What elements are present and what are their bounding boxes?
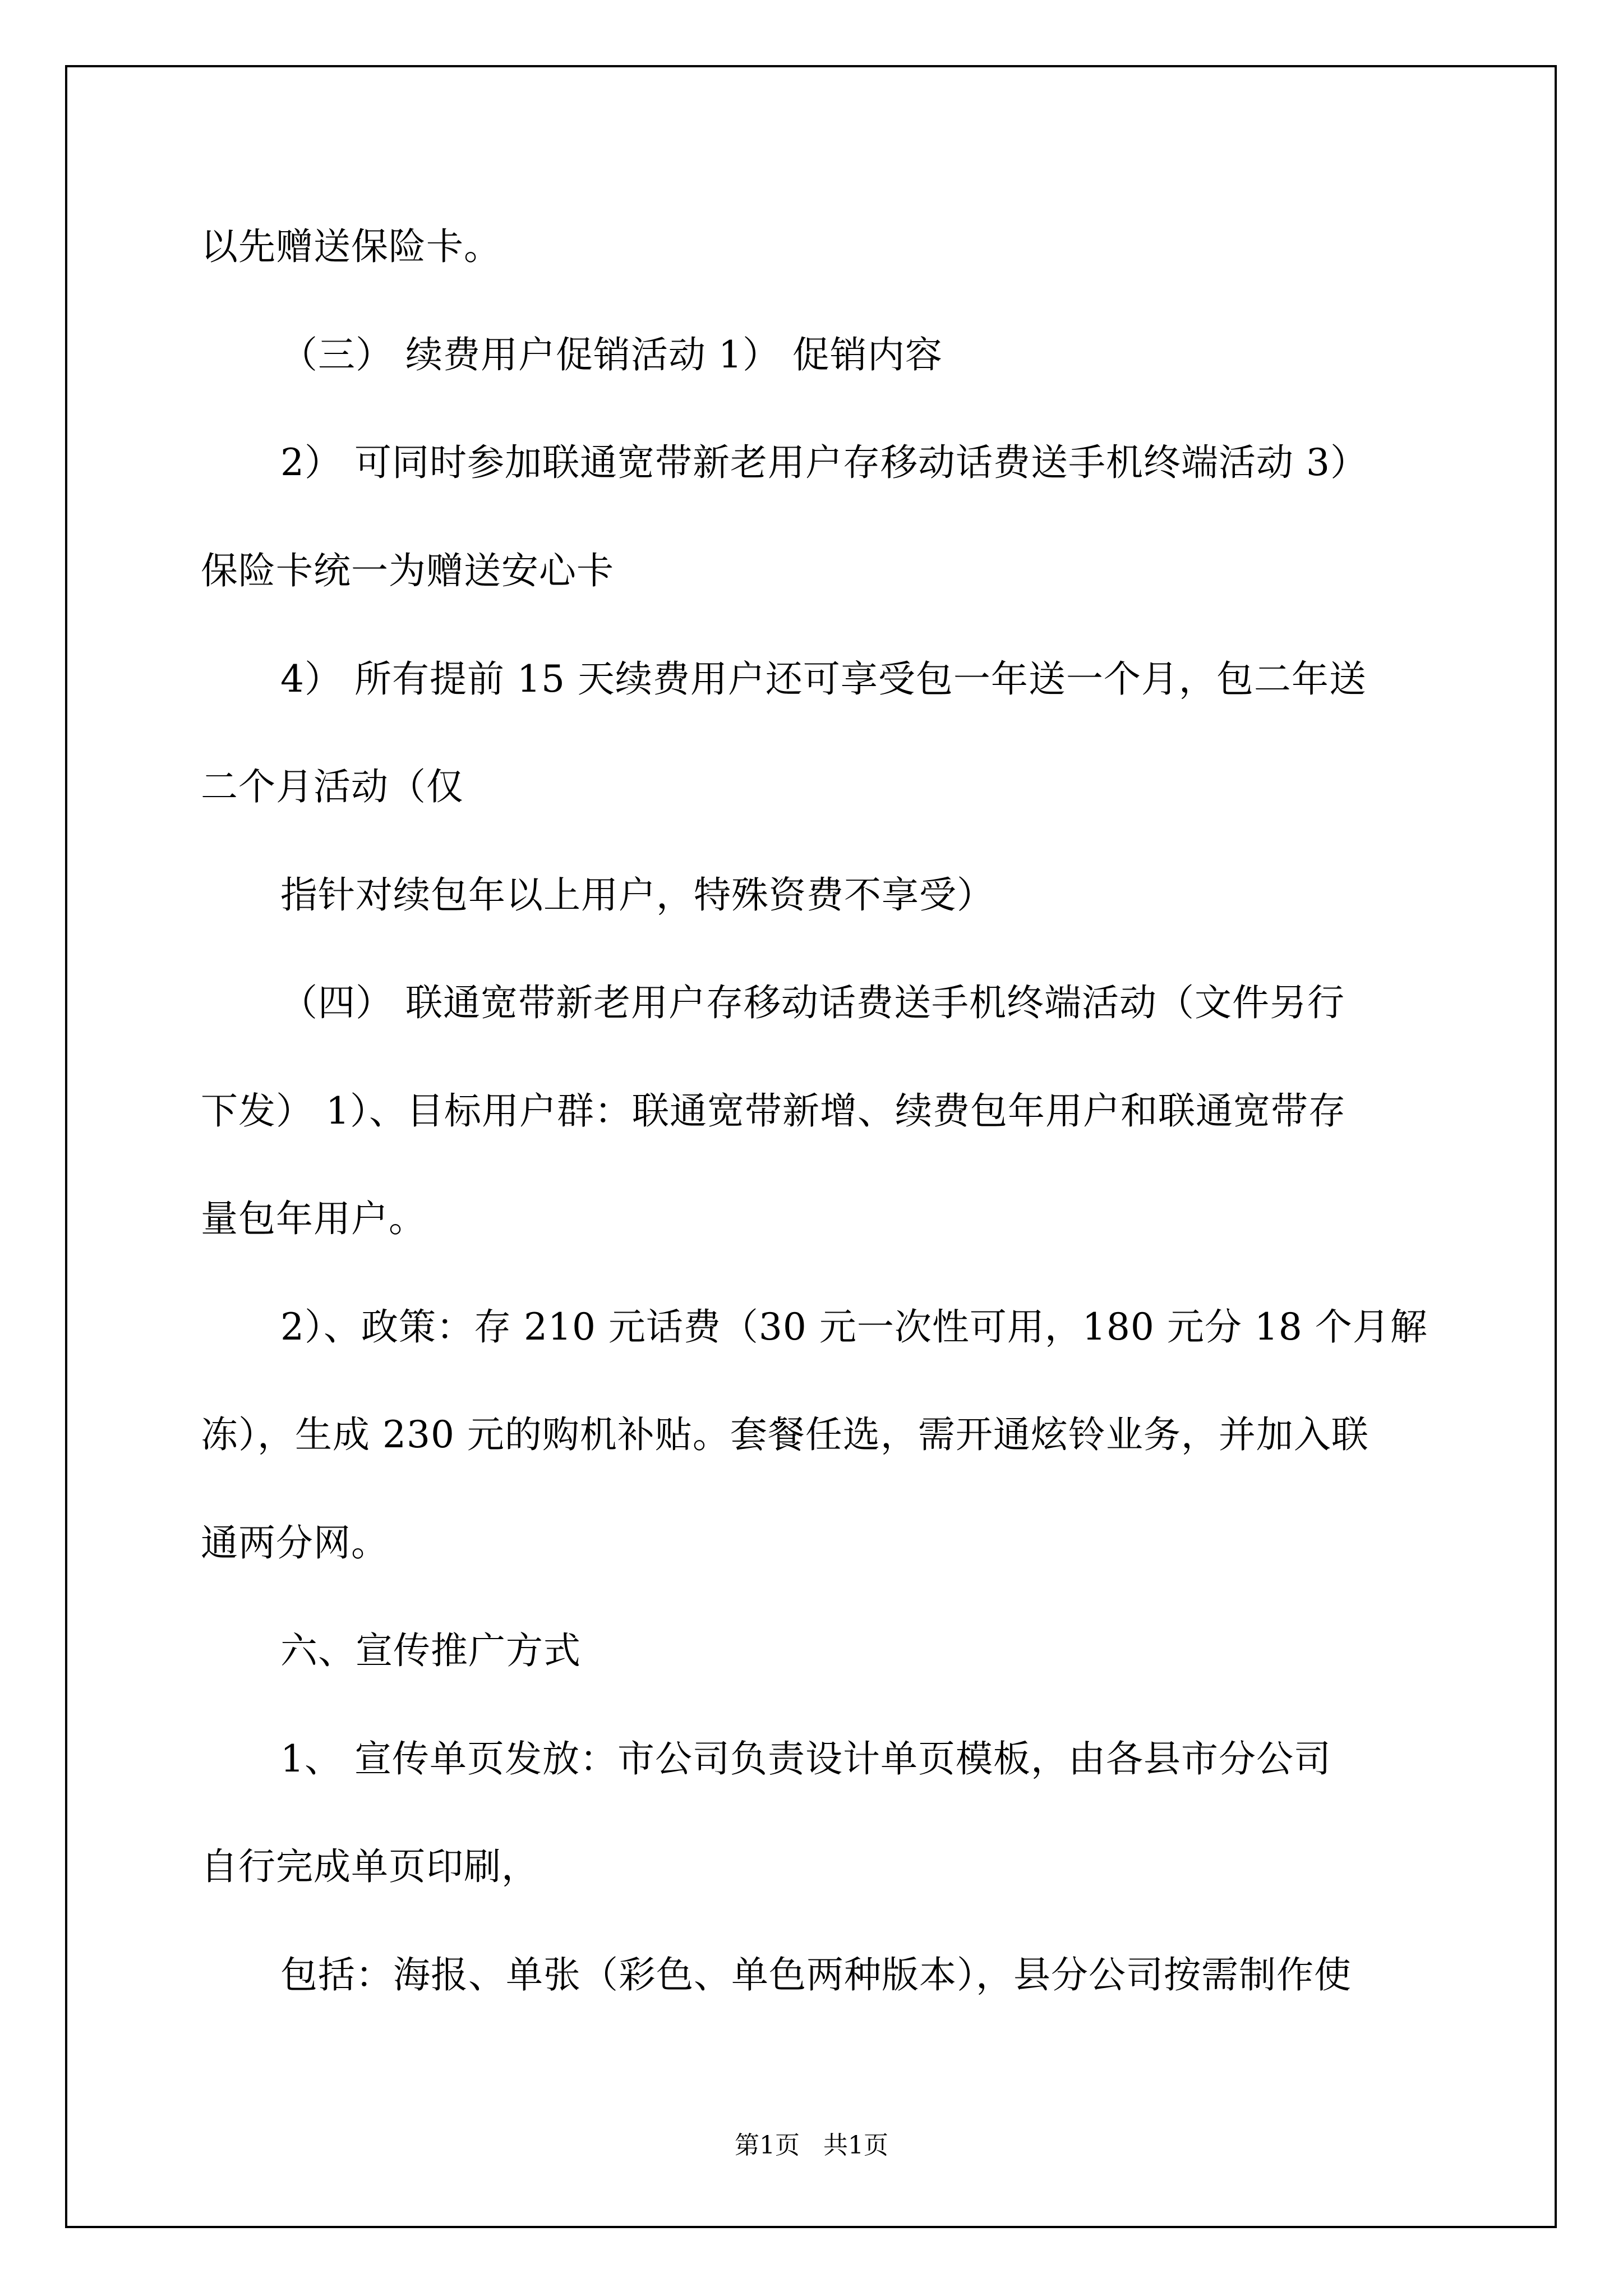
text-line: 量包年用户。 [201,1197,426,1240]
text-line: 1、 宣传单页发放：市公司负责设计单页模板，由各县市分公司 [280,1737,1331,1780]
text-line: 通两分网。 [201,1521,389,1565]
text-line: 冻），生成 230 元的购机补贴。套餐任选，需开通炫铃业务，并加入联 [201,1413,1369,1456]
text-line: 下发） 1）、目标用户群：联通宽带新增、续费包年用户和联通宽带存 [201,1089,1346,1133]
section-heading: 六、宣传推广方式 [280,1629,581,1672]
text-line: 2）、政策：存 210 元话费（30 元一次性可用，180 元分 18 个月解 [280,1305,1428,1349]
text-line: 自行完成单页印刷， [201,1845,539,1888]
text-line: 指针对续包年以上用户，特殊资费不享受） [280,873,994,917]
text-line: 以先赠送保险卡。 [201,225,501,268]
text-line: 2） 可同时参加联通宽带新老用户存移动话费送手机终端活动 3） [280,441,1368,484]
text-line: （四） 联通宽带新老用户存移动话费送手机终端活动（文件另行 [280,981,1345,1024]
text-line: （三） 续费用户促销活动 1） 促销内容 [280,333,943,376]
text-line: 包括：海报、单张（彩色、单色两种版本），县分公司按需制作使 [280,1953,1352,1996]
page-border [65,65,1557,2228]
text-line: 二个月活动（仅 [201,765,464,808]
text-line: 4） 所有提前 15 天续费用户还可享受包一年送一个月，包二年送 [280,657,1367,701]
text-line: 保险卡统一为赠送安心卡 [201,549,614,592]
page-footer: 第1页 共1页 [735,2131,888,2160]
